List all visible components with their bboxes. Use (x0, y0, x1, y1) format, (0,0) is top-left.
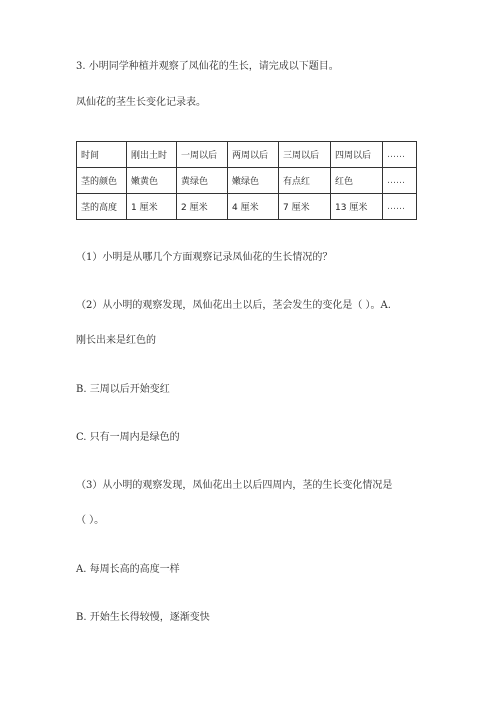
table-cell: 有点红 (279, 168, 331, 194)
table-cell: 黄绿色 (177, 168, 228, 194)
growth-record-table (76, 141, 417, 220)
sub-question-2-option-a: 刚长出来是红色的 (76, 335, 156, 346)
table-cell: 茎的高度 (77, 194, 127, 220)
table-cell: 2 厘米 (177, 194, 228, 220)
table-cell: …… (383, 194, 417, 220)
sub-question-3-option-a: A. 每周长高的高度一样 (76, 564, 180, 575)
table-cell: 一周以后 (177, 142, 228, 168)
table-cell: 两周以后 (228, 142, 279, 168)
sub-question-3-option-b: B. 开始生长得较慢，逐渐变快 (76, 612, 210, 623)
table-cell: 四周以后 (331, 142, 383, 168)
sub-question-2-option-b: B. 三周以后开始变红 (76, 384, 170, 395)
sub-question-2-option-c: C. 只有一周内是绿色的 (76, 432, 180, 443)
table-cell: 刚出土时 (127, 142, 177, 168)
table-cell: 嫩绿色 (228, 168, 279, 194)
sub-question-3: （3）从小明的观察发现，凤仙花出土以后四周内，茎的生长变化情况是 (76, 480, 393, 491)
table-cell: 嫩黄色 (127, 168, 177, 194)
table-cell: 1 厘米 (127, 194, 177, 220)
table-cell: …… (383, 168, 417, 194)
table-cell: 茎的颜色 (77, 168, 127, 194)
table-row-time (77, 142, 417, 168)
table-cell: 红色 (331, 168, 383, 194)
table-row-color (77, 168, 417, 194)
table-row-height (77, 194, 417, 220)
question-intro: 3. 小明同学种植并观察了凤仙花的生长，请完成以下题目。 (76, 61, 339, 72)
table-cell: 13 厘米 (331, 194, 383, 220)
sub-question-1: （1）小明是从哪几个方面观察记录凤仙花的生长情况的？ (76, 252, 333, 263)
sub-question-2: （2）从小明的观察发现，凤仙花出土以后，茎会发生的变化是（ ）。A. (76, 300, 391, 311)
table-cell: 三周以后 (279, 142, 331, 168)
table-cell: 4 厘米 (228, 194, 279, 220)
table-caption: 凤仙花的茎生长变化记录表。 (76, 97, 206, 108)
table-cell: 时间 (77, 142, 127, 168)
table-cell: …… (383, 142, 417, 168)
table-cell: 7 厘米 (279, 194, 331, 220)
sub-question-3-blank: （ ）。 (76, 515, 105, 526)
